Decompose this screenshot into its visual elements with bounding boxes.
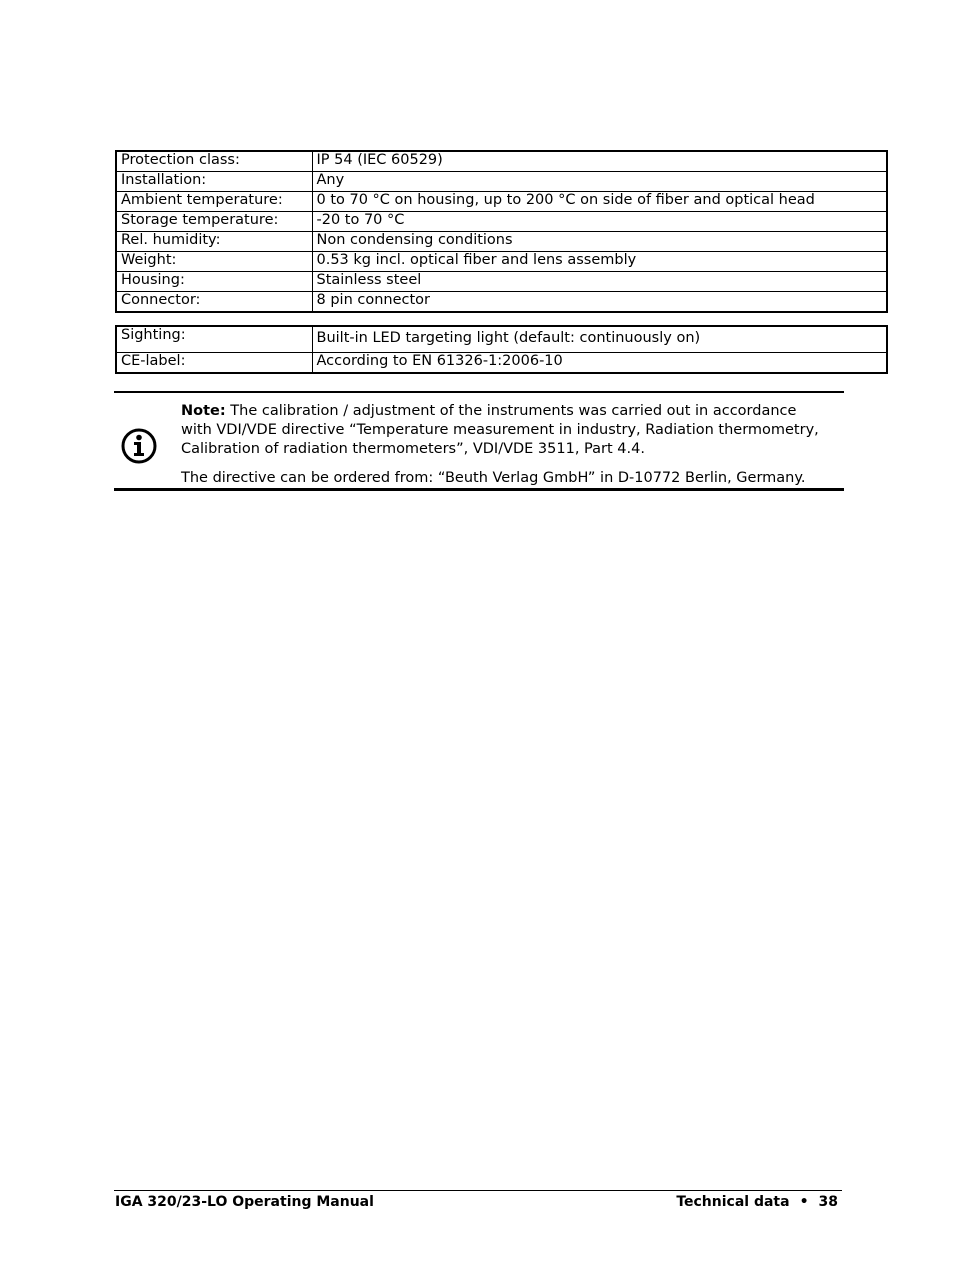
note-body: The calibration / adjustment of the instruments was carried out in accordance with VDI/VDE directive “Temperature measurement in industry, Radiation thermometry, Calibration of radiation thermometers”, VDI/VDE 3511, Part 4.4. <box>181 403 819 457</box>
row-value: Stainless steel <box>312 272 887 292</box>
note-top-divider <box>114 391 844 393</box>
row-label: Protection class: <box>116 151 312 172</box>
row-value: According to EN 61326-1:2006-10 <box>312 353 887 374</box>
row-label: Sighting: <box>116 326 312 353</box>
row-label: Installation: <box>116 172 312 192</box>
note-block <box>181 402 831 488</box>
table-row <box>116 151 887 172</box>
table-row <box>116 292 887 313</box>
note-paragraph <box>181 402 831 459</box>
row-value: -20 to 70 °C <box>312 212 887 232</box>
row-value: Built-in LED targeting light (default: continuously on) <box>312 326 887 353</box>
row-value: 0 to 70 °C on housing, up to 200 °C on side of fiber and optical head <box>312 192 887 212</box>
row-label: Rel. humidity: <box>116 232 312 252</box>
row-value: Any <box>312 172 887 192</box>
row-label: Storage temperature: <box>116 212 312 232</box>
footer-bullet: • <box>799 1194 809 1210</box>
note-bottom-divider <box>114 488 844 491</box>
page-number: 38 <box>818 1194 838 1210</box>
info-icon <box>120 427 158 465</box>
table-row <box>116 172 887 192</box>
table-row <box>116 212 887 232</box>
table-row <box>116 272 887 292</box>
row-label: CE-label: <box>116 353 312 374</box>
footer-section-name: Technical data <box>676 1194 790 1210</box>
table-row <box>116 353 887 374</box>
table-row <box>116 232 887 252</box>
row-value: IP 54 (IEC 60529) <box>312 151 887 172</box>
footer-section <box>676 1194 838 1210</box>
table-row <box>116 252 887 272</box>
row-label: Connector: <box>116 292 312 313</box>
row-label: Ambient temperature: <box>116 192 312 212</box>
row-value: 0.53 kg incl. optical fiber and lens assembly <box>312 252 887 272</box>
footer-manual-title: IGA 320/23-LO Operating Manual <box>115 1194 374 1210</box>
row-label: Housing: <box>116 272 312 292</box>
sighting-table <box>115 325 888 374</box>
row-label: Weight: <box>116 252 312 272</box>
row-value: Non condensing conditions <box>312 232 887 252</box>
table-row <box>116 192 887 212</box>
note-paragraph-2: The directive can be ordered from: “Beuth Verlag GmbH” in D-10772 Berlin, Germany. <box>181 470 806 486</box>
row-value: 8 pin connector <box>312 292 887 313</box>
specifications-table <box>115 150 888 313</box>
table-row <box>116 326 887 353</box>
footer-divider <box>114 1190 842 1191</box>
note-lead: Note: <box>181 403 226 419</box>
